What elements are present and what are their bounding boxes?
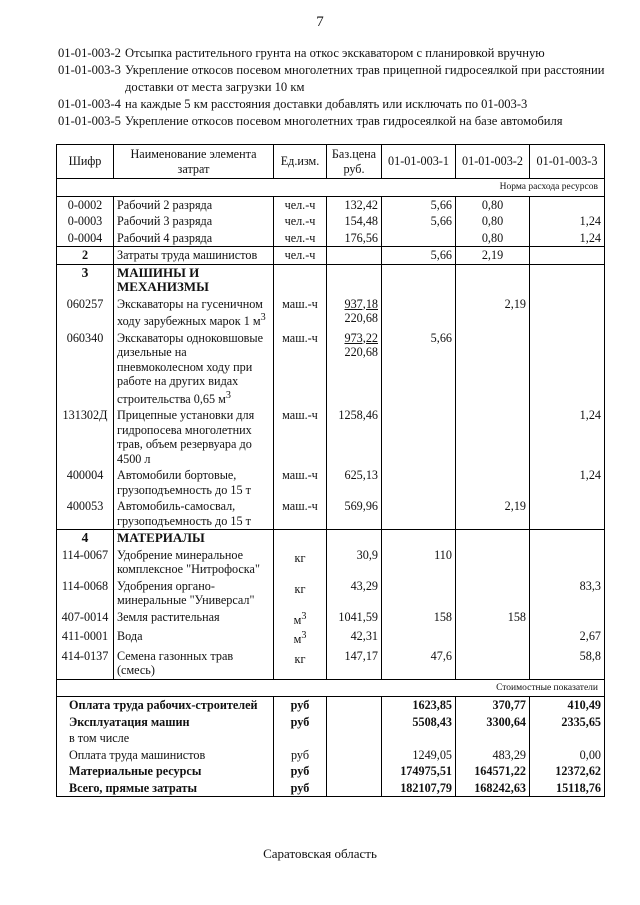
section-code: 3	[57, 264, 114, 296]
cost-row	[57, 730, 605, 747]
header-unit: Ед.изм.	[274, 145, 327, 179]
intro-item	[58, 113, 618, 130]
norm-label: Норма расхода ресурсов	[57, 179, 605, 197]
cell-code: 114-0067	[57, 547, 114, 578]
empty-cell	[327, 763, 382, 780]
table-row	[57, 330, 605, 408]
empty-cell	[456, 264, 530, 296]
cell-v2	[456, 407, 530, 467]
cell-unit: чел.-ч	[274, 196, 327, 213]
cost-name: Всего, прямые затраты	[57, 780, 274, 797]
empty-cell	[530, 530, 605, 547]
table-row	[57, 609, 605, 629]
section-title: МАТЕРИАЛЫ	[114, 530, 274, 547]
cell-v1: 5,66	[382, 247, 456, 265]
cell-name	[114, 296, 274, 330]
intro-text: Укрепление откосов посевом многолетних трав гидросеялкой на базе автомобиля	[125, 114, 563, 128]
intro-text: Укрепление откосов посевом многолетних трав прицепной гидросеялкой при расстоянии доставки от места загрузки 10 км	[125, 63, 605, 94]
cell-v2	[456, 330, 530, 408]
cell-v2	[456, 547, 530, 578]
section-row-machines	[57, 264, 605, 296]
cell-v3	[530, 547, 605, 578]
cost-v3	[530, 730, 605, 747]
cell-unit: чел.-ч	[274, 213, 327, 230]
cell-v1	[382, 230, 456, 247]
empty-cell	[327, 730, 382, 747]
cell-price: 1258,46	[327, 407, 382, 467]
cell-name: Вода	[114, 628, 274, 648]
cell-unit: маш.-ч	[274, 330, 327, 408]
cell-code: 0-0003	[57, 213, 114, 230]
unit-text: кг	[294, 651, 306, 666]
cell-price: 569,96	[327, 498, 382, 530]
cost-row	[57, 763, 605, 780]
cell-code: 414-0137	[57, 648, 114, 680]
cell-price: 43,29	[327, 578, 382, 609]
cost-name: Материальные ресурсы	[57, 763, 274, 780]
cell-name: Рабочий 2 разряда	[114, 196, 274, 213]
cell-v3	[530, 196, 605, 213]
cell-code: 060257	[57, 296, 114, 330]
cost-name: Оплата труда машинистов	[57, 747, 274, 764]
cell-v1: 110	[382, 547, 456, 578]
empty-cell	[382, 530, 456, 547]
cost-v2: 370,77	[456, 697, 530, 714]
cell-v2	[456, 578, 530, 609]
empty-cell	[327, 747, 382, 764]
cell-name: Удобрение минеральное комплексное "Нитрофоска"	[114, 547, 274, 578]
cell-name: Удобрения органо-минеральные "Универсал"	[114, 578, 274, 609]
cell-v1	[382, 296, 456, 330]
cell-code: 0-0004	[57, 230, 114, 247]
cell-name: Рабочий 3 разряда	[114, 213, 274, 230]
cost-v3: 12372,62	[530, 763, 605, 780]
cost-v1: 182107,79	[382, 780, 456, 797]
cell-code: 400004	[57, 467, 114, 498]
cell-v1: 5,66	[382, 213, 456, 230]
header-col3: 01-01-003-3	[530, 145, 605, 179]
cell-name	[114, 330, 274, 408]
table-row	[57, 230, 605, 247]
empty-cell	[274, 264, 327, 296]
cell-name: Семена газонных трав (смесь)	[114, 648, 274, 680]
cell-v3: 1,24	[530, 213, 605, 230]
cost-row	[57, 714, 605, 731]
section-row-materials	[57, 530, 605, 547]
unit-sup: 3	[301, 630, 307, 642]
header-price: Баз.цена руб.	[327, 145, 382, 179]
cost-v1	[382, 730, 456, 747]
cell-unit: маш.-ч	[274, 407, 327, 467]
cell-price	[327, 330, 382, 408]
cell-code: 407-0014	[57, 609, 114, 629]
cost-v2: 483,29	[456, 747, 530, 764]
cost-unit: руб	[274, 780, 327, 797]
cell-price: 625,13	[327, 467, 382, 498]
cell-code: 114-0068	[57, 578, 114, 609]
empty-cell	[327, 714, 382, 731]
cell-v1	[382, 407, 456, 467]
cell-unit	[274, 628, 327, 648]
cell-price	[327, 247, 382, 265]
cell-v1: 5,66	[382, 330, 456, 408]
cell-name: Затраты труда машинистов	[114, 247, 274, 265]
cost-v2	[456, 730, 530, 747]
cell-v2	[456, 467, 530, 498]
cost-v3: 410,49	[530, 697, 605, 714]
cell-v3: 1,24	[530, 230, 605, 247]
cost-v2: 3300,64	[456, 714, 530, 731]
cell-v1	[382, 498, 456, 530]
cell-name: Автомобиль-самосвал, грузоподъемность до 15 т	[114, 498, 274, 530]
intro-item	[58, 62, 618, 96]
cell-v2: 0,80	[456, 230, 530, 247]
cell-v1	[382, 628, 456, 648]
intro-item	[58, 45, 618, 62]
cost-v1: 5508,43	[382, 714, 456, 731]
section-title: МАШИНЫ И МЕХАНИЗМЫ	[114, 264, 274, 296]
cell-code: 411-0001	[57, 628, 114, 648]
table-row	[57, 213, 605, 230]
table-row	[57, 547, 605, 578]
cell-code: 060340	[57, 330, 114, 408]
intro-code: 01-01-003-2	[58, 46, 121, 60]
intro-item	[58, 96, 618, 113]
footer-region: Саратовская область	[263, 846, 377, 861]
cell-v2: 2,19	[456, 247, 530, 265]
cell-name: Автомобили бортовые, грузоподъемность до 15 т	[114, 467, 274, 498]
table-row	[57, 628, 605, 648]
table-row	[57, 196, 605, 213]
cell-v1: 5,66	[382, 196, 456, 213]
cell-v2	[456, 628, 530, 648]
cost-v3: 0,00	[530, 747, 605, 764]
cell-code: 0-0002	[57, 196, 114, 213]
cost-v3: 15118,76	[530, 780, 605, 797]
intro-code: 01-01-003-3	[58, 63, 121, 77]
price-secondary: 220,68	[344, 345, 378, 360]
table-row	[57, 578, 605, 609]
table-row	[57, 648, 605, 680]
table-row	[57, 296, 605, 330]
table-row	[57, 467, 605, 498]
empty-cell	[327, 530, 382, 547]
cell-price: 154,48	[327, 213, 382, 230]
header-code: Шифр	[57, 145, 114, 179]
table-row	[57, 498, 605, 530]
cost-unit	[274, 730, 327, 747]
cost-row	[57, 697, 605, 714]
cell-v3: 1,24	[530, 467, 605, 498]
table-header-row	[57, 145, 605, 179]
price-main: 937,18	[344, 296, 378, 311]
cost-label: Стоимостные показатели	[57, 679, 605, 697]
empty-cell	[382, 264, 456, 296]
cell-unit	[274, 547, 327, 578]
cell-unit: чел.-ч	[274, 247, 327, 265]
cell-unit: чел.-ч	[274, 230, 327, 247]
resource-table	[56, 144, 605, 797]
cell-price: 132,42	[327, 196, 382, 213]
header-col1: 01-01-003-1	[382, 145, 456, 179]
section-code: 4	[57, 530, 114, 547]
cell-price: 42,31	[327, 628, 382, 648]
cell-v3: 1,24	[530, 407, 605, 467]
price-secondary: 220,68	[344, 311, 378, 325]
cell-code: 2	[57, 247, 114, 265]
cell-unit	[274, 578, 327, 609]
header-col2: 01-01-003-2	[456, 145, 530, 179]
cost-unit: руб	[274, 714, 327, 731]
cost-unit: руб	[274, 763, 327, 780]
cost-name: Оплата труда рабочих-строителей	[57, 697, 274, 714]
cell-v1	[382, 578, 456, 609]
cell-v3: 2,67	[530, 628, 605, 648]
cell-name: Рабочий 4 разряда	[114, 230, 274, 247]
empty-cell	[327, 780, 382, 797]
intro-text: Отсыпка растительного грунта на откос экскаватором с планировкой вручную	[125, 46, 545, 60]
header-name: Наименование элемента затрат	[114, 145, 274, 179]
unit-text: кг	[294, 581, 306, 596]
intro-list	[58, 45, 618, 130]
empty-cell	[274, 530, 327, 547]
cell-price: 30,9	[327, 547, 382, 578]
cell-price	[327, 296, 382, 330]
cell-price: 1041,59	[327, 609, 382, 629]
cell-v3: 83,3	[530, 578, 605, 609]
cell-name-text: Экскаваторы на гусеничном ходу зарубежных марок 1 м	[117, 296, 263, 329]
cost-v2: 164571,22	[456, 763, 530, 780]
cell-code: 131302Д	[57, 407, 114, 467]
cell-v2: 0,80	[456, 196, 530, 213]
cell-name-sup: 3	[225, 389, 231, 401]
cost-row	[57, 780, 605, 797]
unit-text: кг	[294, 550, 306, 565]
cell-name-text: Экскаваторы одноковшовые дизельные на пневмоколесном ходу при работе на других видах строительства 0,65 м	[117, 330, 264, 406]
cell-unit: маш.-ч	[274, 498, 327, 530]
table-row	[57, 407, 605, 467]
cell-v2	[456, 648, 530, 680]
cell-code: 400053	[57, 498, 114, 530]
cell-name: Земля растительная	[114, 609, 274, 629]
cell-v1: 47,6	[382, 648, 456, 680]
cell-price: 147,17	[327, 648, 382, 680]
intro-code: 01-01-003-5	[58, 114, 121, 128]
cell-v3	[530, 609, 605, 629]
cell-unit	[274, 609, 327, 629]
cost-v1: 1249,05	[382, 747, 456, 764]
cell-name: Прицепные установки для гидропосева многолетних трав, объем резервуара до 4500 л	[114, 407, 274, 467]
cell-unit	[274, 648, 327, 680]
cell-v3: 58,8	[530, 648, 605, 680]
empty-cell	[530, 264, 605, 296]
cost-unit: руб	[274, 747, 327, 764]
cell-v1: 158	[382, 609, 456, 629]
cell-v2: 158	[456, 609, 530, 629]
cell-v3	[530, 498, 605, 530]
cell-v2: 0,80	[456, 213, 530, 230]
cost-name: в том числе	[57, 730, 274, 747]
cell-price: 176,56	[327, 230, 382, 247]
cell-v2: 2,19	[456, 498, 530, 530]
unit-sup: 3	[301, 610, 307, 622]
cell-v3	[530, 296, 605, 330]
cost-unit: руб	[274, 697, 327, 714]
unit-text: м	[293, 632, 302, 647]
cost-row	[57, 747, 605, 764]
cost-v2: 168242,63	[456, 780, 530, 797]
intro-code: 01-01-003-4	[58, 97, 121, 111]
cell-v3	[530, 247, 605, 265]
cell-name-sup: 3	[260, 312, 266, 323]
cost-v1: 174975,51	[382, 763, 456, 780]
cell-v1	[382, 467, 456, 498]
machinist-row	[57, 247, 605, 265]
page-number: 7	[316, 14, 324, 30]
cell-v2: 2,19	[456, 296, 530, 330]
cell-unit: маш.-ч	[274, 296, 327, 330]
norm-label-row	[57, 179, 605, 197]
empty-cell	[327, 264, 382, 296]
empty-cell	[327, 697, 382, 714]
empty-cell	[456, 530, 530, 547]
cost-label-row	[57, 679, 605, 697]
cost-v3: 2335,65	[530, 714, 605, 731]
cell-unit: маш.-ч	[274, 467, 327, 498]
unit-text: м	[293, 612, 302, 627]
cost-name: Эксплуатация машин	[57, 714, 274, 731]
cost-v1: 1623,85	[382, 697, 456, 714]
cell-v3	[530, 330, 605, 408]
intro-text: на каждые 5 км расстояния доставки добавлять или исключать по 01-003-3	[125, 97, 528, 111]
price-main: 973,22	[344, 330, 378, 345]
